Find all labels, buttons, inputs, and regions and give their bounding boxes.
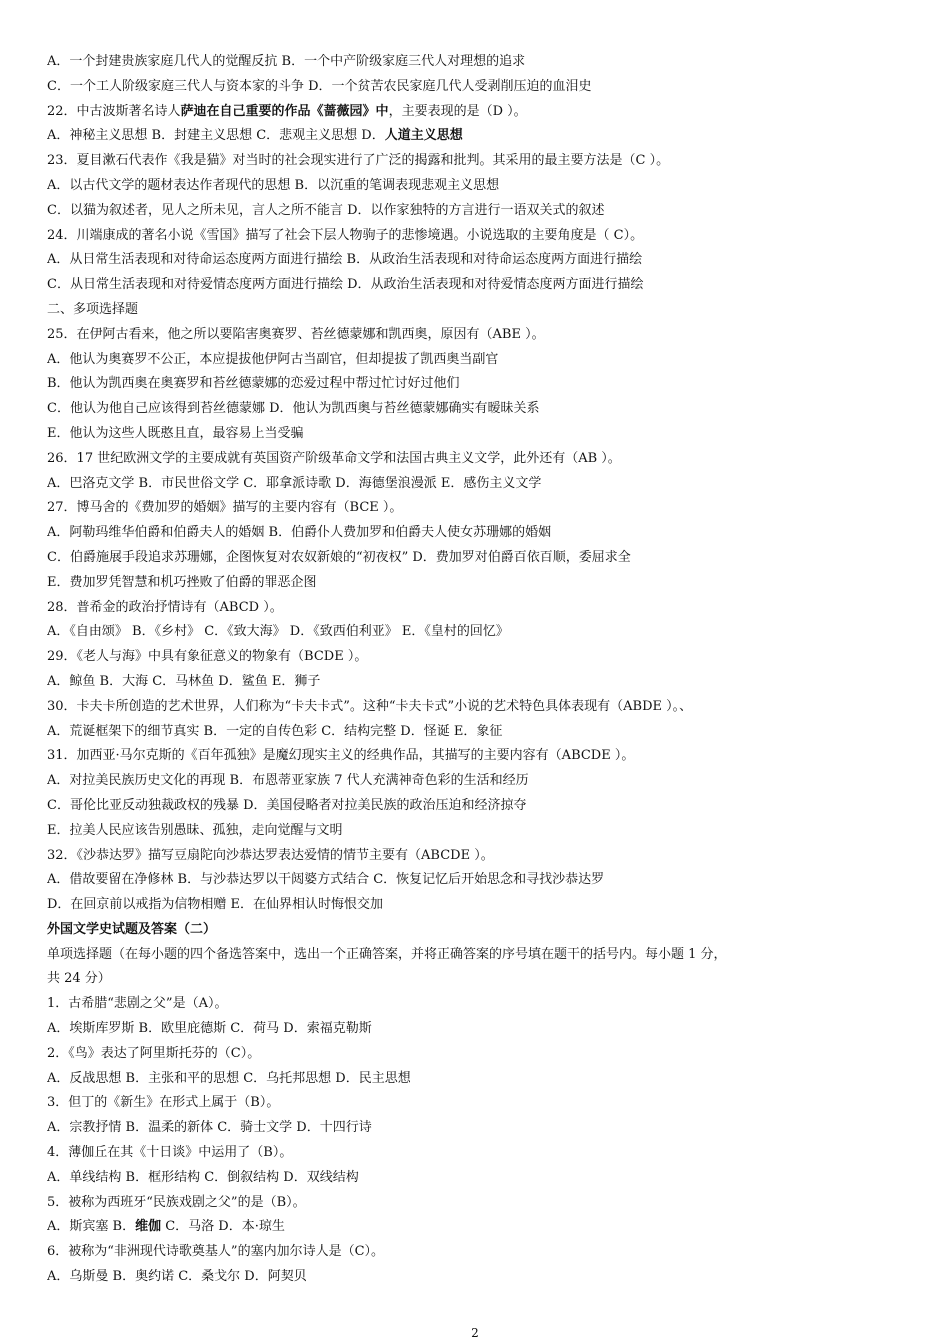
text-line [47,992,907,1017]
line-text: C．哥伦比亚反动独裁政权的残暴 D．美国侵略者对拉美民族的政治压迫和经济掠夺 [47,797,527,813]
text-line [47,596,907,621]
line-text: A．反战思想 B．主张和平的思想 C．乌托邦思想 D．民主思想 [47,1070,411,1086]
text-line [47,943,907,968]
text-line [47,546,907,571]
text-line [47,844,907,869]
line-text: A．对拉美民族历史文化的再现 B．布恩蒂亚家族 7 代人充满神奇色彩的生活和经历 [47,773,529,789]
line-text: 26．17 世纪欧洲文学的主要成就有英国资产阶级革命文学和法国古典主义文学，此外还有（AB ）。 [47,450,621,466]
line-text: A．宗教抒情 B．温柔的新体 C．骑士文学 D．十四行诗 [47,1120,372,1136]
line-text: 6．被称为“非洲现代诗歌奠基人”的塞内加尔诗人是（C）。 [47,1244,385,1260]
text-line [47,298,907,323]
text-line [47,372,907,397]
text-line [47,893,907,918]
line-text: D．在回京前以戒指为信物相赠 E．在仙界相认时悔恨交加 [47,897,384,913]
line-text: A．斯宾塞 B． [47,1219,136,1235]
text-line [47,620,907,645]
text-line [47,794,907,819]
text-line [47,472,907,497]
line-text: A．鲸鱼 B．大海 C．马林鱼 D．鲨鱼 E．狮子 [47,673,321,689]
line-text: 29．《老人与海》中具有象征意义的物象有（BCDE ）。 [47,649,368,665]
line-text: A．从日常生活表现和对待命运态度两方面进行描绘 B．从政治生活表现和对待命运态度两方面进行描绘 [47,252,643,268]
text-line [47,695,907,720]
text-line [47,447,907,472]
text-line [47,571,907,596]
text-line [47,199,907,224]
text-line [47,769,907,794]
line-text: A．单线结构 B．框形结构 C．倒叙结构 D．双线结构 [47,1169,359,1185]
line-text: C．马洛 D．本·琼生 [161,1219,285,1235]
text-line [47,670,907,695]
line-text: ，主要表现的是（D ）。 [388,103,527,119]
line-text: 30．卡夫卡所创造的艺术世界，人们称为“卡夫卡式”。这种“卡夫卡式”小说的艺术特色具体表现有（ABDE ）。、 [47,698,693,714]
bold-text: 萨迪在自己重要的作品《蔷薇园》中 [180,103,389,119]
text-line [47,224,907,249]
line-text: E．拉美人民应该告别愚昧、孤独，走向觉醒与文明 [47,822,343,838]
line-text: A．乌斯曼 B．奥约诺 C．桑戈尔 D．阿契贝 [47,1269,307,1285]
line-text: A．以古代文学的题材表达作者现代的思想 B．以沉重的笔调表现悲观主义思想 [47,177,500,193]
line-text: E．他认为这些人既憨且直，最容易上当受骗 [47,425,304,441]
line-text: 25．在伊阿古看来，他之所以要陷害奥赛罗、苔丝德蒙娜和凯西奥，原因有（ABE ）。 [47,326,545,342]
text-line [47,1141,907,1166]
text-line [47,124,907,149]
text-line [47,273,907,298]
line-text: A．荒诞框架下的细节真实 B．一定的自传色彩 C．结构完整 D．怪诞 E．象征 [47,723,503,739]
text-line [47,1067,907,1092]
line-text: C．从日常生活表现和对待爱情态度两方面进行描绘 D．从政治生活表现和对待爱情态度两方面进行描绘 [47,277,644,293]
line-text: 2．《鸟》表达了阿里斯托芬的（C）。 [47,1045,261,1061]
line-text: E．费加罗凭智慧和机巧挫败了伯爵的罪恶企图 [47,574,317,590]
text-line [47,1215,907,1240]
text-line [47,323,907,348]
line-text: A．《自由颂》 B．《乡村》 C．《致大海》 D．《致西伯利亚》 E．《皇村的回忆》 [47,624,509,640]
line-text: 32．《沙恭达罗》描写豆扇陀向沙恭达罗表达爱情的情节主要有（ABCDE ）。 [47,847,494,863]
line-text: 3．但丁的《新生》在形式上属于（B）。 [47,1095,280,1111]
line-text: C．伯爵施展手段追求苏珊娜，企图恢复对农奴新娘的“初夜权” D．费加罗对伯爵百依百顺，委屈求全 [47,549,631,565]
text-line [47,819,907,844]
line-text: A．阿勒玛维华伯爵和伯爵夫人的婚姻 B．伯爵仆人费加罗和伯爵夫人使女苏珊娜的婚姻 [47,525,552,541]
text-line [47,1265,907,1290]
line-text: A．巴洛克文学 B．市民世俗文学 C．耶拿派诗歌 D．海德堡浪漫派 E．感伤主义文学 [47,475,542,491]
text-line [47,521,907,546]
bold-text: 维伽 [135,1219,162,1235]
document-body [47,50,907,1290]
line-text: 23．夏目漱石代表作《我是猫》对当时的社会现实进行了广泛的揭露和批判。其采用的最主要方法是（C ）。 [47,153,670,169]
line-text: C．他认为他自己应该得到苔丝德蒙娜 D．他认为凯西奥与苔丝德蒙娜确实有暧昧关系 [47,401,540,417]
text-line [47,1042,907,1067]
line-text: A．借故要留在净修林 B．与沙恭达罗以干闼婆方式结合 C．恢复记忆后开始思念和寻找沙恭达罗 [47,872,605,888]
text-line [47,1017,907,1042]
line-text: 二、多项选择题 [47,301,139,317]
line-text: C．一个工人阶级家庭三代人与资本家的斗争 D．一个贫苦农民家庭几代人受剥削压迫的血泪史 [47,78,592,94]
text-line [47,967,907,992]
line-text: C．以猫为叙述者，见人之所未见，言人之所不能言 D．以作家独特的方言进行一语双关式的叙述 [47,202,605,218]
text-line [47,149,907,174]
text-line [47,422,907,447]
text-line [47,348,907,373]
line-text: A．一个封建贵族家庭几代人的觉醒反抗 B．一个中产阶级家庭三代人对理想的追求 [47,54,526,69]
line-text: A．埃斯库罗斯 B．欧里庇德斯 C．荷马 D．索福克勒斯 [47,1021,372,1037]
text-line [47,744,907,769]
text-line [47,1091,907,1116]
text-line [47,100,907,125]
text-line [47,645,907,670]
line-text: 28．普希金的政治抒情诗有（ABCD ）。 [47,599,283,615]
line-text: 1．古希腊“悲剧之父”是（A）。 [47,996,228,1012]
text-line [47,720,907,745]
section-heading [47,918,907,943]
line-text: 22．中古波斯著名诗人 [47,103,181,119]
bold-text: 人道主义思想 [384,128,463,144]
text-line [47,248,907,273]
text-line [47,174,907,199]
line-text: 单项选择题（在每小题的四个备选答案中，选出一个正确答案，并将正确答案的序号填在题干的括号内。每小题 1 分， [47,946,727,962]
line-text: 4．薄伽丘在其《十日谈》中运用了（B）。 [47,1145,293,1161]
line-text: A．神秘主义思想 B．封建主义思想 C．悲观主义思想 D． [47,128,385,144]
line-text: 5．被称为西班牙“民族戏剧之父”的是（B）。 [47,1194,306,1210]
line-text: 24．川端康成的著名小说《雪国》描写了社会下层人物驹子的悲惨境遇。小说选取的主要角度是（ C）。 [47,227,644,243]
text-line [47,1191,907,1216]
text-line [47,1116,907,1141]
page-number: 2 [471,1326,479,1340]
text-line [47,397,907,422]
line-text: 31．加西亚·马尔克斯的《百年孤独》是魔幻现实主义的经典作品，其描写的主要内容有（ABCDE ）。 [47,748,635,764]
line-text: 27．博马舍的《费加罗的婚姻》描写的主要内容有（BCE ）。 [47,500,403,516]
text-line [47,496,907,521]
line-text: 共 24 分） [47,971,111,987]
text-line [47,1240,907,1265]
line-text: B．他认为凯西奥在奥赛罗和苔丝德蒙娜的恋爱过程中帮过忙讨好过他们 [47,376,460,392]
line-text: 外国文学史试题及答案（二） [47,921,217,937]
text-line [47,75,907,100]
text-line [47,1166,907,1191]
text-line [47,868,907,893]
line-text: A．他认为奥赛罗不公正，本应提拔他伊阿古当副官，但却提拔了凯西奥当副官 [47,351,499,367]
text-line [47,50,907,75]
